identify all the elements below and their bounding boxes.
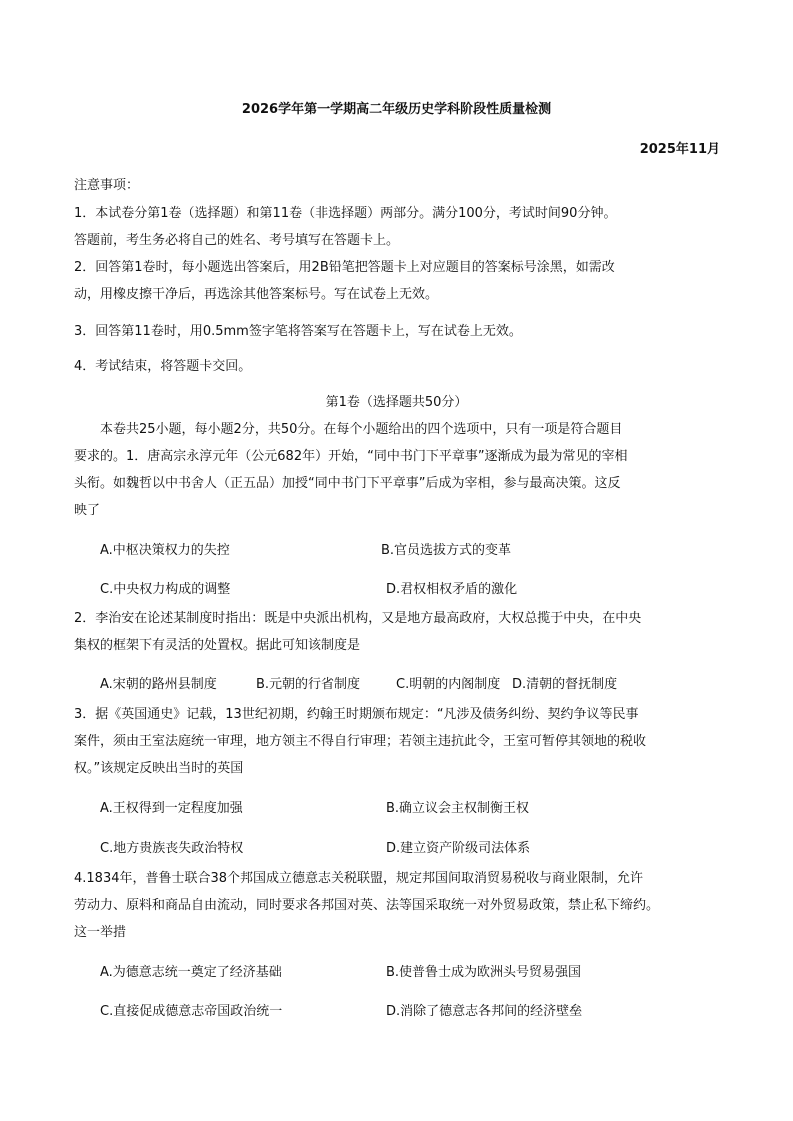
- q3-stem-line: 3．据《英国通史》记载，13世纪初期，约翰王时期颁布规定：“凡涉及债务纠纷、契约争议等民事: [74, 707, 639, 722]
- q4-option-b: B.使普鲁士成为欧洲头号贸易强国: [386, 965, 582, 980]
- notice-line: 答题前，考生务必将自己的姓名、考号填写在答题卡上。: [74, 233, 400, 248]
- page-title: 2026学年第一学期高二年级历史学科阶段性质量检测: [241, 102, 552, 117]
- notice-line: 动，用橡皮擦干净后，再选涂其他答案标号。写在试卷上无效。: [74, 287, 439, 302]
- q1-option-a: A.中枢决策权力的失控: [100, 543, 230, 558]
- q3-option-b: B.确立议会主权制衡王权: [386, 801, 530, 816]
- q2-option-c: C.明朝的内阁制度: [396, 677, 501, 692]
- section-intro-line: 要求的。1．唐高宗永淳元年（公元682年）开始，“同中书门下平章事”逐渐成为最为常见的宰相: [74, 449, 628, 464]
- q1-option-c: C.中央权力构成的调整: [100, 582, 231, 597]
- section-heading: 第1卷（选择题共50分）: [325, 395, 468, 410]
- q4-option-d: D.消除了德意志各邦间的经济壁垒: [386, 1004, 583, 1019]
- q4-stem-line: 劳动力、原料和商品自由流动，同时要求各邦国对英、法等国采取统一对外贸易政策，禁止私下缔约。: [74, 898, 660, 913]
- q2-option-a: A.宋朝的路州县制度: [100, 677, 217, 692]
- q2-option-b: B.元朝的行省制度: [256, 677, 361, 692]
- notice-line: 2．回答第1卷时，每小题选出答案后，用2B铅笔把答题卡上对应题目的答案标号涂黑，如需改: [74, 260, 615, 275]
- q2-stem-line: 2．李治安在论述某制度时指出：既是中央派出机构，又是地方最高政府，大权总揽于中央，在中央: [74, 611, 642, 626]
- q3-stem-line: 案件，须由王室法庭统一审理，地方领主不得自行审理；若领主违抗此令，王室可暂停其领地的税收: [74, 734, 647, 749]
- q3-option-a: A.王权得到一定程度加强: [100, 801, 243, 816]
- q4-option-c: C.直接促成德意志帝国政治统一: [100, 1004, 283, 1019]
- q4-stem-line: 这一举措: [74, 925, 127, 940]
- notice-heading: 注意事项：: [74, 178, 140, 193]
- section-intro-line: 映了: [74, 503, 101, 518]
- section-intro-line: 头衔。如魏哲以中书舍人（正五品）加授“同中书门下平章事”后成为宰相，参与最高决策。这反: [74, 476, 621, 491]
- exam-date: 2025年11月: [639, 142, 720, 157]
- section-intro-line: 本卷共25小题，每小题2分，共50分。在每个小题给出的四个选项中，只有一项是符合题目: [100, 422, 623, 437]
- q4-option-a: A.为德意志统一奠定了经济基础: [100, 965, 282, 980]
- q2-option-d: D.清朝的督抚制度: [512, 677, 618, 692]
- q4-stem-line: 4.1834年，普鲁士联合38个邦国成立德意志关税联盟，规定邦国间取消贸易税收与商业限制，允许: [74, 871, 644, 886]
- notice-line: 4．考试结束，将答题卡交回。: [74, 359, 252, 374]
- q2-stem-line: 集权的框架下有灵活的处置权。据此可知该制度是: [74, 638, 361, 653]
- notice-line: 3．回答第11卷时，用0.5mm签字笔将答案写在答题卡上，写在试卷上无效。: [74, 324, 522, 339]
- q3-option-c: C.地方贵族丧失政治特权: [100, 841, 244, 856]
- notice-line: 1．本试卷分第1卷（选择题）和第11卷（非选择题）两部分。满分100分，考试时间90分钟。: [74, 206, 617, 221]
- q1-option-b: B.官员选拔方式的变革: [381, 543, 512, 558]
- q1-option-d: D.君权相权矛盾的激化: [386, 582, 518, 597]
- q3-stem-line: 权。”该规定反映出当时的英国: [74, 761, 244, 776]
- q3-option-d: D.建立资产阶级司法体系: [386, 841, 531, 856]
